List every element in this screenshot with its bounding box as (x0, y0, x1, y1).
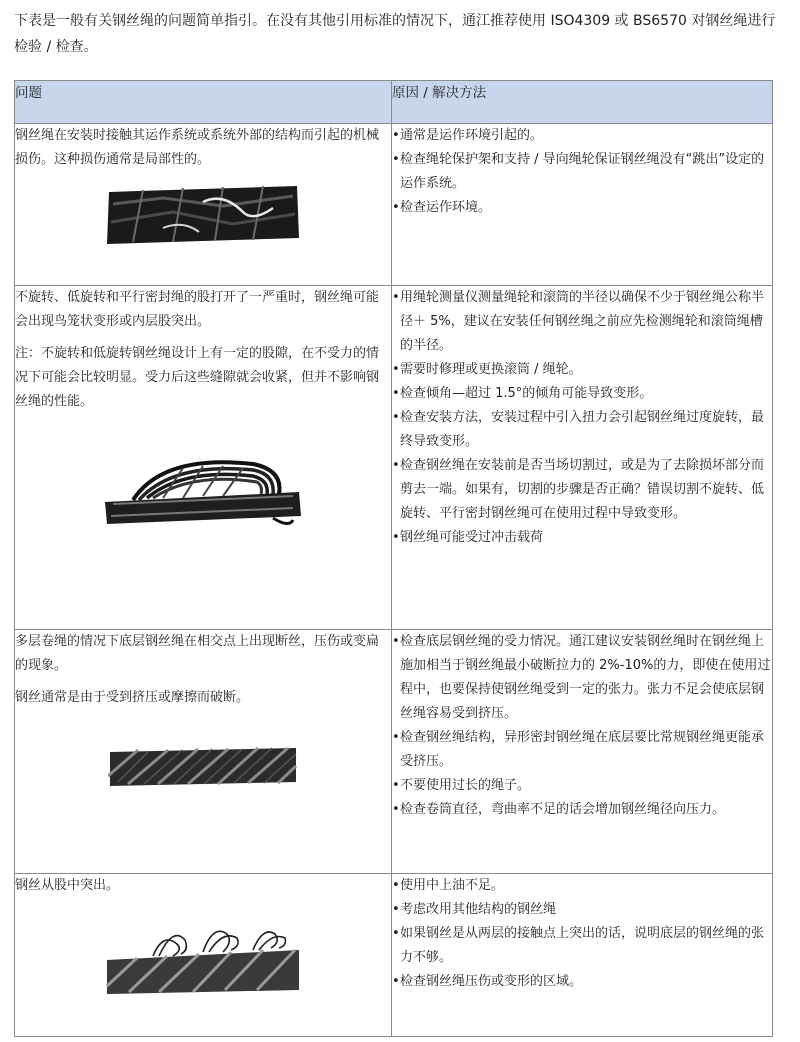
cause-item: • 不要使用过长的绳子。 (392, 774, 772, 798)
cause-cell (392, 874, 773, 1037)
cause-item: • 用绳轮测量仪测量绳轮和滚筒的半径以确保不少于钢丝绳公称半径＋ 5%，建议在安装任何钢丝绳之前应先检测绳轮和滚筒绳槽的半径。 (392, 286, 772, 358)
problem-text: 不旋转、低旋转和平行密封绳的股打开了一严重时，钢丝绳可能会出现鸟笼状变形或内层股突出。 (15, 290, 380, 329)
problem-note: 钢丝通常是由于受到挤压或摩擦而破断。 (15, 690, 250, 705)
problem-cell (15, 630, 392, 874)
table-row (15, 874, 773, 1037)
table-row (15, 286, 773, 630)
cause-item: • 需要时修理或更换滚筒 / 绳轮。 (392, 358, 772, 382)
cause-item: • 检查安装方法，安装过程中引入扭力会引起钢丝绳过度旋转，最终导致变形。 (392, 406, 772, 454)
intro-text: 下表是一般有关钢丝绳的问题简单指引。在没有其他引用标准的情况下，通江推荐使用 ISO4309 或 BS6570 对钢丝绳进行检验 / 检查。 (14, 13, 776, 55)
cause-item: • 检查钢丝绳压伤或变形的区域。 (392, 970, 772, 994)
table-row (15, 124, 773, 286)
table-header-row (15, 81, 773, 124)
header-cause: 原因 / 解决方法 (392, 81, 773, 124)
cause-item: • 如果钢丝是从两层的接触点上突出的话，说明底层的钢丝绳的张力不够。 (392, 922, 772, 970)
problem-text: 钢丝从股中突出。 (15, 878, 120, 893)
protruding-wire-image (103, 920, 303, 996)
problem-note: 注：不旋转和低旋转钢丝绳设计上有一定的股隙，在不受力的情况下可能会比较明显。受力后这些缝隙就会收紧，但并不影响钢丝绳的性能。 (15, 346, 380, 409)
table-row (15, 630, 773, 874)
cause-item: • 检查钢丝绳结构，异形密封钢丝绳在底层要比常规钢丝绳更能承受挤压。 (392, 726, 772, 774)
rope-problem-table (14, 80, 773, 1037)
cause-item: • 使用中上油不足。 (392, 874, 772, 898)
cause-item: • 检查倾角—超过 1.5°的倾角可能导致变形。 (392, 382, 772, 406)
problem-cell (15, 874, 392, 1037)
cause-cell (392, 124, 773, 286)
problem-text: 钢丝绳在安装时接触其运作系统或系统外部的结构而引起的机械损伤。这种损伤通常是局部性的。 (15, 128, 380, 167)
crushed-rope-image (103, 182, 303, 248)
problem-cell (15, 286, 392, 630)
cause-item: • 考虑改用其他结构的钢丝绳 (392, 898, 772, 922)
header-problem: 问题 (15, 81, 392, 124)
cause-item: • 检查运作环境。 (392, 196, 772, 220)
birdcage-rope-image (103, 458, 303, 528)
cause-item: • 钢丝绳可能受过冲击载荷 (392, 526, 772, 550)
cause-item: • 检查卷筒直径，弯曲率不足的话会增加钢丝绳径向压力。 (392, 798, 772, 822)
problem-cell (15, 124, 392, 286)
worn-rope-image (108, 746, 298, 788)
problem-text: 多层卷绳的情况下底层钢丝绳在相交点上出现断丝，压伤或变扁的现象。 (15, 634, 380, 673)
cause-cell (392, 286, 773, 630)
cause-item: • 通常是运作环境引起的。 (392, 124, 772, 148)
cause-cell (392, 630, 773, 874)
cause-item: • 检查底层钢丝绳的受力情况。通江建议安装钢丝绳时在钢丝绳上施加相当于钢丝绳最小破断拉力的 2%-10%的力，即使在使用过程中，也要保持使钢丝绳受到一定的张力。张力不足会使底层钢丝绳容易受到挤压。 (392, 630, 772, 726)
cause-item: • 检查绳轮保护架和支持 / 导向绳轮保证钢丝绳没有“跳出”设定的运作系统。 (392, 148, 772, 196)
cause-item: • 检查钢丝绳在安装前是否当场切割过，或是为了去除损坏部分而剪去一端。如果有，切割的步骤是否正确？错误切割不旋转、低旋转、平行密封钢丝绳可在使用过程中导致变形。 (392, 454, 772, 526)
